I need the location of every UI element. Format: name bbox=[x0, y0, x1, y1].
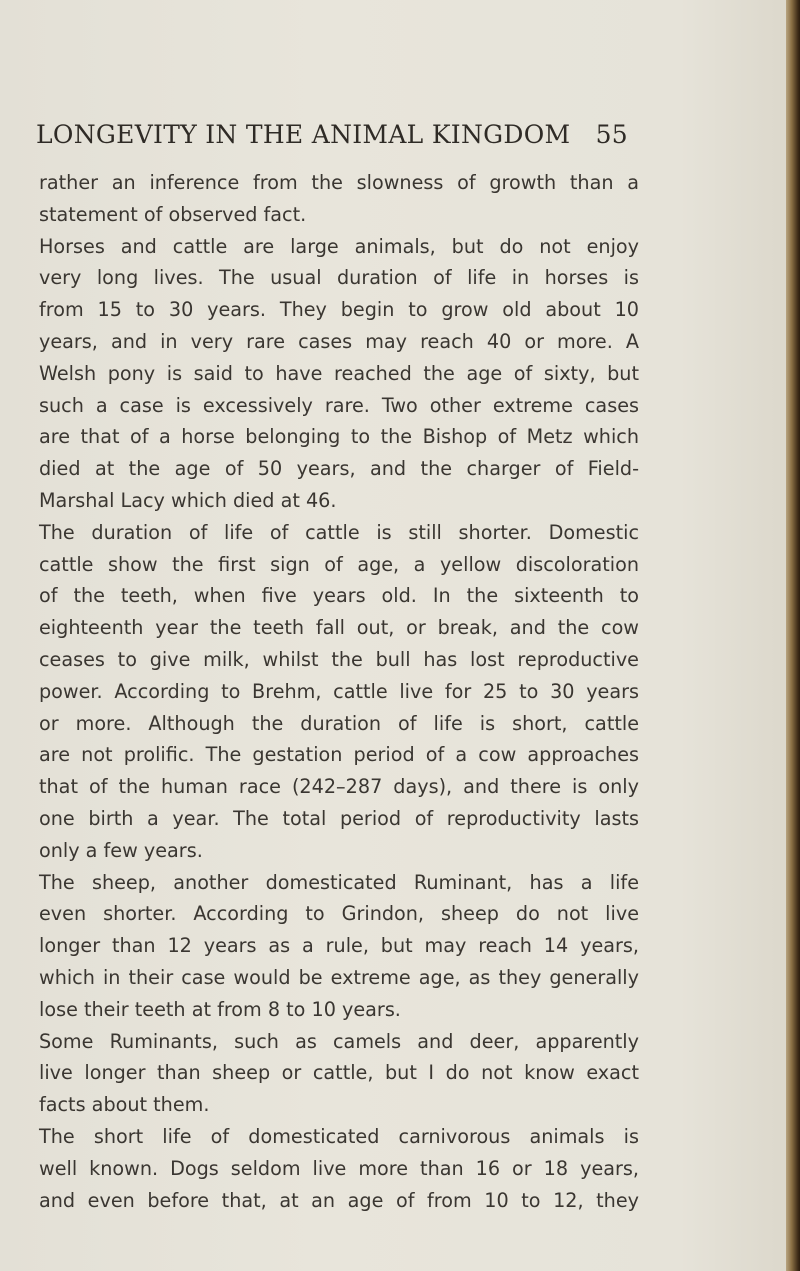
text-line: statement of observed fact. bbox=[39, 202, 307, 226]
text-line: even shorter. According to Grindon, sheep do not live bbox=[39, 902, 639, 926]
text-line: well known. Dogs seldom live more than 16 or 18 years, bbox=[39, 1156, 639, 1180]
page-number: 55 bbox=[595, 120, 628, 149]
text-line: only a few years. bbox=[39, 838, 203, 862]
body-text bbox=[39, 167, 639, 1216]
running-title: LONGEVITY IN THE ANIMAL KINGDOM bbox=[36, 120, 571, 149]
text-line: very long lives. The usual duration of life in horses is bbox=[39, 266, 639, 290]
text-line: Welsh pony is said to have reached the age of sixty, but bbox=[39, 361, 639, 385]
text-line: years, and in very rare cases may reach 40 or more. A bbox=[39, 329, 639, 353]
text-line: eighteenth year the teeth fall out, or break, and the cow bbox=[39, 616, 639, 640]
text-line: which in their case would be extreme age, as they generally bbox=[39, 965, 639, 989]
text-line: facts about them. bbox=[39, 1093, 210, 1117]
text-line: from 15 to 30 years. They begin to grow old about 10 bbox=[39, 298, 639, 322]
text-line: live longer than sheep or cattle, but I do not know exact bbox=[39, 1061, 639, 1085]
text-line: or more. Although the duration of life is short, cattle bbox=[39, 711, 639, 735]
text-line: cattle show the first sign of age, a yellow discoloration bbox=[39, 552, 639, 576]
text-line: ceases to give milk, whilst the bull has lost reproductive bbox=[39, 647, 639, 671]
text-line: such a case is excessively rare. Two other extreme cases bbox=[39, 393, 639, 417]
text-line: that of the human race (242–287 days), and there is only bbox=[39, 775, 639, 799]
text-line: died at the age of 50 years, and the charger of Field- bbox=[39, 457, 639, 481]
text-line: rather an inference from the slowness of growth than a bbox=[39, 171, 639, 194]
text-line: The short life of domesticated carnivorous animals is bbox=[39, 1124, 639, 1148]
text-line: longer than 12 years as a rule, but may reach 14 years, bbox=[39, 934, 639, 958]
text-line: The duration of life of cattle is still shorter. Domestic bbox=[39, 520, 639, 544]
text-line: are that of a horse belonging to the Bishop of Metz which bbox=[39, 425, 639, 449]
text-line: Horses and cattle are large animals, but do not enjoy bbox=[39, 234, 639, 258]
text-line: lose their teeth at from 8 to 10 years. bbox=[39, 997, 401, 1021]
text-line: power. According to Brehm, cattle live for 25 to 30 years bbox=[39, 679, 639, 703]
page-edge bbox=[786, 0, 800, 1271]
text-line: Marshal Lacy which died at 46. bbox=[39, 488, 337, 512]
text-line: The sheep, another domesticated Ruminant, has a life bbox=[39, 870, 639, 894]
text-line: are not prolific. The gestation period of a cow approaches bbox=[39, 743, 639, 767]
text-line: and even before that, at an age of from 10 to 12, they bbox=[39, 1188, 639, 1212]
text-line: one birth a year. The total period of reproductivity lasts bbox=[39, 806, 639, 830]
text-line: of the teeth, when five years old. In the sixteenth to bbox=[39, 584, 639, 608]
text-line: Some Ruminants, such as camels and deer, apparently bbox=[39, 1029, 639, 1053]
